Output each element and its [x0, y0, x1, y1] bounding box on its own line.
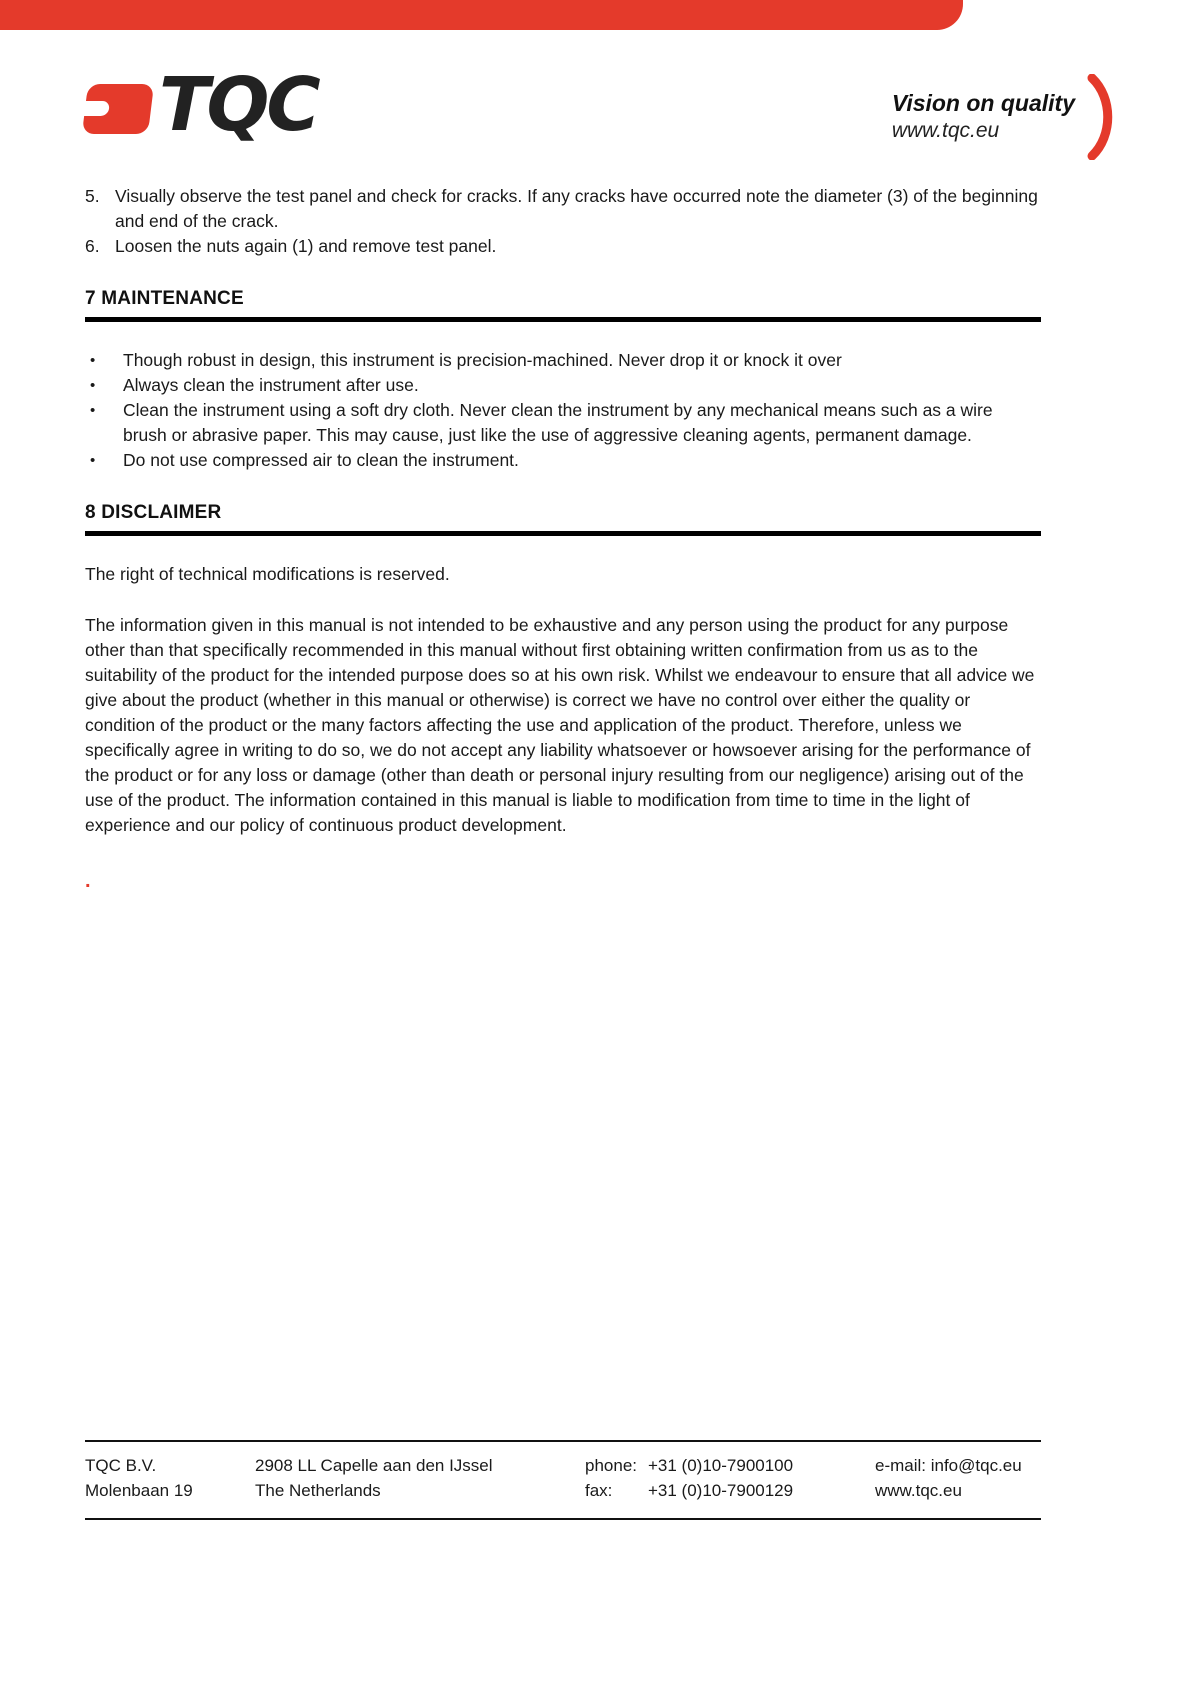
tagline-text-block	[892, 90, 1075, 144]
bullet-text: Though robust in design, this instrument is precision-machined. Never drop it or knock it over	[123, 350, 842, 370]
bullet-icon: •	[90, 452, 96, 469]
tqc-logo-text: TQC	[159, 62, 318, 148]
list-item	[85, 398, 1041, 448]
bullet-icon: •	[90, 352, 96, 369]
footer-website: www.tqc.eu	[875, 1481, 962, 1500]
document-content	[85, 184, 1041, 892]
maintenance-bullet-list	[85, 348, 1041, 473]
footer-fax-row	[585, 1478, 875, 1503]
section-heading-maintenance: 7 MAINTENANCE	[85, 288, 244, 309]
section-disclaimer	[85, 500, 1041, 892]
footer-phone-number: +31 (0)10-7900100	[648, 1456, 794, 1475]
footer-phone-block	[585, 1453, 875, 1503]
footer-phone-label: phone:	[585, 1456, 637, 1475]
tqc-logo-icon	[82, 84, 154, 134]
tqc-logo	[85, 62, 318, 148]
disclaimer-paragraph: The information given in this manual is not intended to be exhaustive and any person using the product for any purpose other than that specifically recommended in this manual without first obtaining written confirmation from us as to the suitability of the product for the intended purpose does so at his own risk. Whilst we endeavour to ensure that all advice we give about the product (whether in this manual or otherwise) is correct we have no control over either the quality or condition of the product or the many factors affecting the use and application of the product. Therefore, unless we specifically agree in writing to do so, we do not accept any liability whatsoever or howsoever arising for the performance of the product or for any loss or damage (other than death or personal injury resulting from our negligence) arising out of the use of the product. The information contained in this manual is liable to modification from time to time in the light of experience and our policy of continuous product development.	[85, 615, 1035, 835]
list-item	[85, 373, 1041, 398]
list-item-text: Loosen the nuts again (1) and remove test panel.	[115, 236, 497, 256]
list-item-number: 5.	[85, 186, 100, 206]
footer-address-block	[255, 1453, 585, 1503]
bullet-icon: •	[90, 377, 96, 394]
footer-fax-label: fax:	[585, 1481, 613, 1500]
footer-rule-bottom	[85, 1518, 1041, 1520]
heading-rule	[85, 531, 1041, 536]
tagline-block	[892, 74, 1115, 160]
bullet-text: Do not use compressed air to clean the instrument.	[123, 450, 519, 470]
top-banner	[0, 0, 963, 30]
footer-street: Molenbaan 19	[85, 1481, 193, 1500]
footer-fax-number: +31 (0)10-7900129	[648, 1481, 794, 1500]
list-item-text: Visually observe the test panel and check for cracks. If any cracks have occurred note the diameter (3) of the beginning and end of the crack.	[115, 186, 1038, 231]
footer-country: The Netherlands	[255, 1481, 381, 1500]
bullet-icon: •	[90, 402, 96, 419]
section-heading-disclaimer: 8 DISCLAIMER	[85, 502, 222, 523]
footer-columns	[85, 1442, 1041, 1518]
footer-postal-city: 2908 LL Capelle aan den IJssel	[255, 1456, 493, 1475]
stray-red-dot: .	[85, 870, 91, 892]
page-header	[85, 62, 1115, 160]
bullet-text: Always clean the instrument after use.	[123, 375, 419, 395]
footer-email: e-mail: info@tqc.eu	[875, 1456, 1022, 1475]
list-item	[85, 448, 1041, 473]
tagline-text: Vision on quality	[891, 90, 1075, 117]
footer-phone-row	[585, 1453, 875, 1478]
disclaimer-paragraph: The right of technical modifications is reserved.	[85, 564, 450, 584]
footer-web-block	[875, 1453, 1041, 1503]
list-item-number: 6.	[85, 236, 100, 256]
list-item	[85, 234, 1041, 259]
swoosh-icon	[1087, 74, 1115, 160]
footer-company: TQC B.V.	[85, 1456, 157, 1475]
bullet-text: Clean the instrument using a soft dry cloth. Never clean the instrument by any mechanical means such as a wire brush or abrasive paper. This may cause, just like the use of aggressive cleaning agents, permanent damage.	[123, 400, 993, 445]
brand-website-text: www.tqc.eu	[891, 118, 1000, 142]
section-maintenance	[85, 286, 1041, 473]
list-item	[85, 348, 1041, 373]
footer-company-block	[85, 1453, 255, 1503]
heading-rule	[85, 317, 1041, 322]
list-item	[85, 184, 1041, 234]
page-footer	[85, 1440, 1041, 1520]
numbered-list	[85, 184, 1041, 259]
